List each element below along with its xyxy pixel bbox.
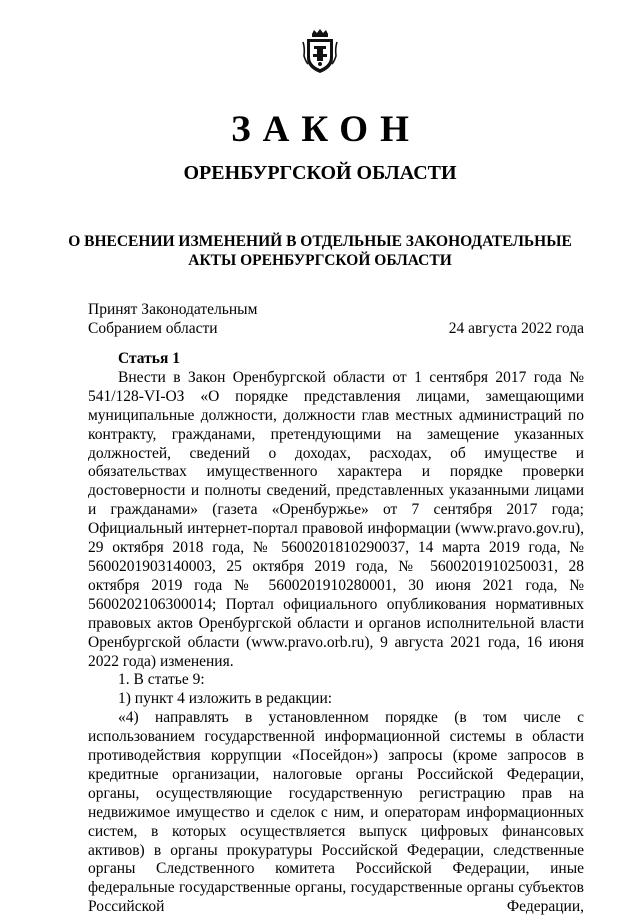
item-1: 1. В статье 9: [118,671,205,689]
article-heading: Статья 1 [118,350,180,367]
adoption-row [88,319,584,338]
document-body [88,350,584,917]
law-name [60,232,580,270]
article-intro-paragraph: Внести в Закон Оренбургской области от 1 сентября 2017 года № 541/128-VI-ОЗ «О порядке представления лицами, замещающими муниципальные должности, должности глав местных администраций по контракту, гражданами, претендующими на замещение указанных должностей, сведений о доходах, расходах, об имуществе и обязательствах имущественного характера и порядке проверки достоверности и полноты сведений, представленных указанными лицами и гражданами» (газета «Оренбуржье» от 7 сентября 2017 года; Официальный интернет-портал правовой информации (www.pravo.gov.ru), 29 октября 2018 года, № 5600201810290037, 14 марта 2019 года, № 5600201903140003, 25 октября 2019 года, № 5600201910250031, 28 октября 2019 года № 5600201910280001, 30 июня 2021 года, № 5600202106300014; Портал официального опубликования нормативных правовых актов Оренбургской области и органов исполнительной власти Оренбургской области (www.pravo.orb.ru), 9 августа 2021 года, 16 июня 2022 года) изменения. [88,368,584,670]
quoted-paragraph: «4) направлять в установленном порядке (в том числе с использованием государственной информационной системы в области противодействия коррупции «Посейдон») запросы (кроме запросов в кредитные организации, налоговые органы Российской Федерации, органы, осуществляющие государственную регистрацию прав на недвижимое имущество и сделок с ним, и операторам информационных систем, в которых осуществляется выпуск цифровых финансовых активов) в органы прокуратуры Российской Федерации, следственные органы Следственного комитета Российской Федерации, иные федеральные государственные органы, государственные органы субъектов Российской Федерации, [88,709,584,916]
document-subtitle: ОРЕНБУРГСКОЙ ОБЛАСТИ [183,162,457,184]
adoption-date: 24 августа 2022 года [448,320,584,337]
subitem-1: 1) пункт 4 изложить в редакции: [118,690,333,708]
adoption-line-1: Принят Законодательным [88,301,258,318]
adoption-block [88,300,584,338]
coat-of-arms-icon [300,28,340,74]
law-name-line-1: О ВНЕСЕНИИ ИЗМЕНЕНИЙ В ОТДЕЛЬНЫЕ ЗАКОНОДАТЕЛЬНЫЕ [68,233,572,250]
adoption-line-2: Собранием области [88,320,218,337]
law-name-line-2: АКТЫ ОРЕНБУРГСКОЙ ОБЛАСТИ [188,252,452,269]
document-title: ЗАКОН [231,109,421,150]
